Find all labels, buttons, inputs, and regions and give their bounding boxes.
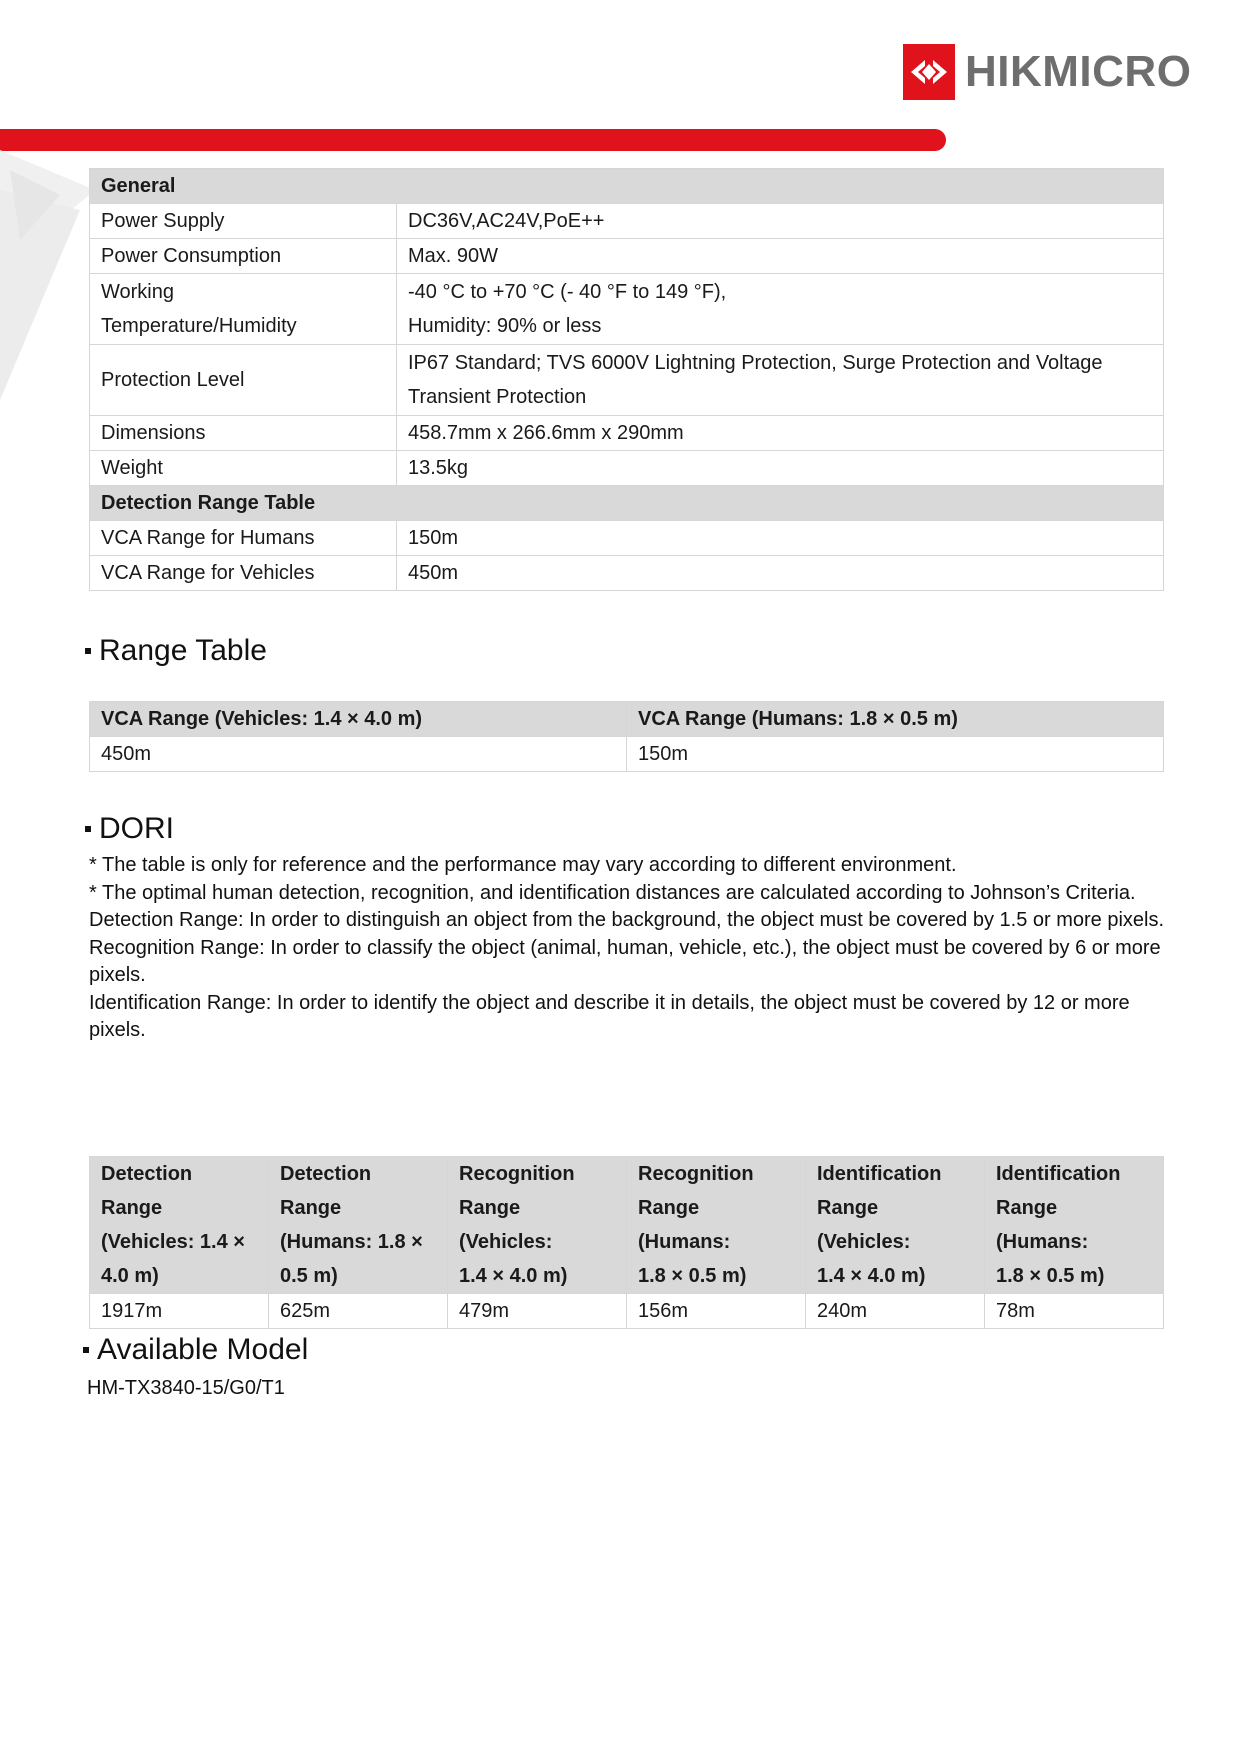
spec-value: 450m (397, 556, 1164, 591)
header-line: 0.5 m) (280, 1265, 338, 1287)
spec-label: Power Supply (90, 204, 397, 239)
dori-note: Identification Range: In order to identify the object and describe it in details, the object must be covered by 12 or more pixels. (89, 991, 1130, 1041)
header-line: 1.8 × 0.5 m) (996, 1265, 1105, 1287)
spec-value (397, 345, 1164, 416)
brand-name: HIKMICRO (965, 47, 1192, 96)
table-section-header (90, 169, 1164, 204)
spec-value (397, 274, 1164, 345)
dori-table (89, 1156, 1164, 1329)
spec-value: Max. 90W (397, 239, 1164, 274)
range-table-heading (85, 634, 267, 668)
decorative-watermark-icon (0, 150, 95, 400)
bullet-square-icon (85, 648, 91, 654)
header-line: Identification (817, 1163, 942, 1185)
column-header (627, 1157, 806, 1294)
column-header (448, 1157, 627, 1294)
header-line: 1.4 × 4.0 m) (459, 1265, 568, 1287)
spec-value-line: Humidity: 90% or less (408, 315, 602, 337)
spec-label: VCA Range for Humans (90, 521, 397, 556)
spec-label: Weight (90, 451, 397, 486)
header-line: 4.0 m) (101, 1265, 159, 1287)
header-line: Range (Humans: (996, 1197, 1089, 1253)
spec-value: 150m (397, 521, 1164, 556)
dori-note: * The table is only for reference and the performance may vary according to different environment. (89, 854, 957, 876)
header-line: Detection Range (101, 1163, 193, 1219)
dori-title: DORI (99, 812, 174, 845)
table-cell: 150m (627, 737, 1164, 772)
table-row (90, 1294, 1164, 1329)
spec-value-line: Transient Protection (408, 386, 587, 408)
table-row (90, 239, 1164, 274)
header-line: Identification (996, 1163, 1121, 1185)
general-header: General (90, 169, 1164, 204)
table-section-header (90, 486, 1164, 521)
spec-label: Dimensions (90, 416, 397, 451)
general-spec-table (89, 168, 1164, 591)
header-line: (Humans: 1.8 × (280, 1231, 423, 1253)
table-cell: 1917m (90, 1294, 269, 1329)
hikmicro-logo-icon (903, 44, 955, 100)
available-model-title: Available Model (97, 1333, 309, 1366)
table-row (90, 345, 1164, 416)
table-cell: 240m (806, 1294, 985, 1329)
spec-label: Power Consumption (90, 239, 397, 274)
spec-value: 13.5kg (397, 451, 1164, 486)
header-red-bar (0, 129, 946, 151)
header-line: Range (Vehicles: (817, 1197, 911, 1253)
spec-value: DC36V,AC24V,PoE++ (397, 204, 1164, 239)
bullet-square-icon (85, 826, 91, 832)
header-line: Range (Vehicles: (459, 1197, 553, 1253)
header-line: Detection Range (280, 1163, 372, 1219)
header-line: Range (Humans: (638, 1197, 731, 1253)
bullet-square-icon (83, 1347, 89, 1353)
table-cell: 450m (90, 737, 627, 772)
dori-heading (85, 812, 174, 846)
spec-label-line: Working (101, 281, 174, 303)
spec-label-line: Temperature/Humidity (101, 315, 297, 337)
spec-label: Protection Level (90, 345, 397, 416)
header-line: (Vehicles: 1.4 × (101, 1231, 245, 1253)
table-row (90, 737, 1164, 772)
spec-value: 458.7mm x 266.6mm x 290mm (397, 416, 1164, 451)
table-header-row (90, 702, 1164, 737)
table-row (90, 204, 1164, 239)
range-table (89, 701, 1164, 772)
model-number: HM-TX3840-15/G0/T1 (87, 1377, 285, 1399)
dori-note: * The optimal human detection, recognition, and identification distances are calculated according to Johnson’s Criteria. (89, 881, 1136, 904)
column-header (985, 1157, 1164, 1294)
dori-notes (89, 852, 1169, 1045)
spec-label: VCA Range for Vehicles (90, 556, 397, 591)
spec-label (90, 274, 397, 345)
spec-value-line: IP67 Standard; TVS 6000V Lightning Protection, Surge Protection and Voltage (408, 352, 1103, 374)
table-row (90, 274, 1164, 345)
column-header (269, 1157, 448, 1294)
column-header (806, 1157, 985, 1294)
column-header: VCA Range (Humans: 1.8 × 0.5 m) (627, 702, 1164, 737)
table-cell: 479m (448, 1294, 627, 1329)
column-header: VCA Range (Vehicles: 1.4 × 4.0 m) (90, 702, 627, 737)
available-model-heading (83, 1333, 308, 1367)
table-row (90, 556, 1164, 591)
table-row (90, 451, 1164, 486)
table-row (90, 521, 1164, 556)
header-line: Recognition (638, 1163, 754, 1185)
table-header-row (90, 1157, 1164, 1294)
table-row (90, 416, 1164, 451)
column-header (90, 1157, 269, 1294)
brand-logo (903, 44, 1191, 100)
header-line: 1.4 × 4.0 m) (817, 1265, 926, 1287)
table-cell: 78m (985, 1294, 1164, 1329)
table-cell: 625m (269, 1294, 448, 1329)
header-line: 1.8 × 0.5 m) (638, 1265, 747, 1287)
spec-value-line: -40 °C to +70 °C (- 40 °F to 149 °F), (408, 281, 727, 303)
detection-range-header: Detection Range Table (90, 486, 1164, 521)
header-line: Recognition (459, 1163, 575, 1185)
table-cell: 156m (627, 1294, 806, 1329)
dori-note: Detection Range: In order to distinguish an object from the background, the object must be covered by 1.5 or more pixels. (89, 909, 1165, 931)
dori-note: Recognition Range: In order to classify the object (animal, human, vehicle, etc.), the object must be covered by 6 or more pixels. (89, 936, 1161, 986)
range-table-title: Range Table (99, 634, 267, 667)
